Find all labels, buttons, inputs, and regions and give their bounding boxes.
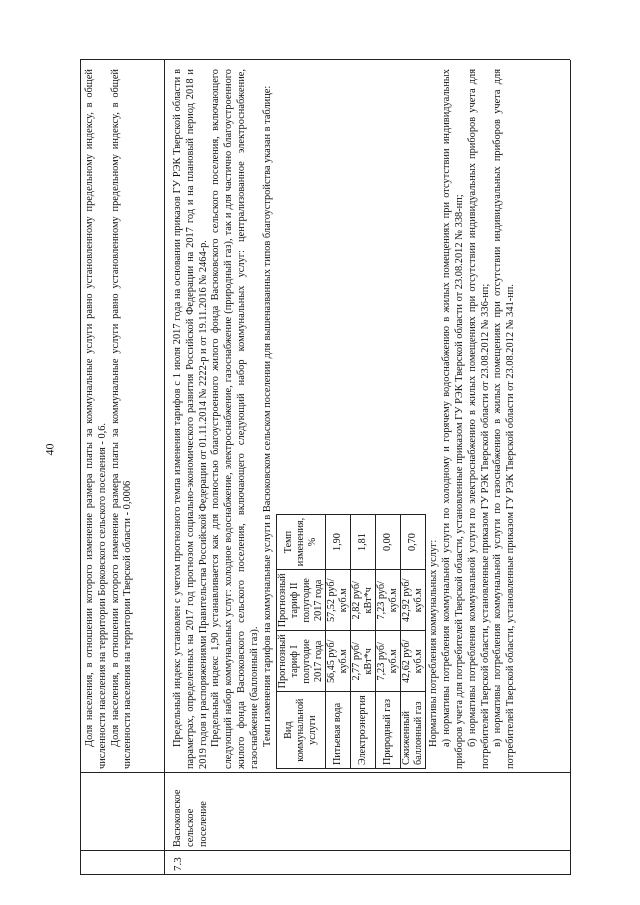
table-row xyxy=(351,514,376,768)
page-number: 40 xyxy=(42,443,57,456)
cell-tariff-h1: 42,62 руб/куб.м xyxy=(401,631,426,692)
column-divider-2 xyxy=(80,772,570,773)
cell-tariff-h2: 2,82 руб/кВт*ч xyxy=(351,570,376,631)
cell-rate: 1,90 xyxy=(326,514,351,569)
cell-tariff-h1: 56,45 руб/куб.м xyxy=(326,631,351,692)
column-divider-1 xyxy=(80,850,570,851)
frame-bottom-line xyxy=(570,60,571,875)
prev-paragraph-1: Доля населения, в отношении которого изменение размера платы за коммунальные услуги равно установленному предельному индексу, в общей численности населения на территории Борковского сельского поселения - 0,6. xyxy=(84,69,108,769)
cell-rate: 0,00 xyxy=(376,514,401,569)
norm-electricity: б) нормативы потребления коммунальной услуги по электроснабжению в жилых помещениях при отсутствии индивидуальных приборов учета для потребителей Тверской области, установленные приказом ГУ РЭК Тверской области от 23.08.2012 № 336-нп; xyxy=(466,69,491,769)
frame-top-line xyxy=(80,60,81,875)
norm-gas: в) нормативы потребления коммунальной услуги по газоснабжению в жилых помещениях при отсутствии индивидуальных приборов учета для потребителей Тверской области, установленные приказом ГУ РЭК Тверской области от 23.08.2012 № 341-нп. xyxy=(492,69,517,769)
table-header-row xyxy=(277,514,326,768)
norm-water: а) нормативы потребления коммунальной услуги по холодному и горячему водоснабжению в жилых помещениях при отсутствии индивидуальных приборов учета для потребителей Тверской области, установленные приказом ГУ РЭК Тверской области от 23.08.2012 № 338-нп; xyxy=(441,69,465,769)
cell-tariff-h2: 42,92 руб/куб.м xyxy=(401,570,426,631)
cell-tariff-h1: 7,23 руб/куб.м xyxy=(376,631,401,692)
paragraph-tariff-intro: Темп изменения тарифов на коммунальные услуги в Васюковском сельском поселении для вышеназванных типов благоустройства указан в таблице: xyxy=(261,85,273,747)
table-frame xyxy=(80,60,570,875)
header-tariff-h2: Прогнозный тариф II полугодие 2017 года xyxy=(277,570,326,631)
settlement-name: Васюковское сельское поселение xyxy=(172,789,209,847)
row-content xyxy=(172,69,518,769)
prev-paragraph-2: Доля населения, в отношении которого изменение размера платы за коммунальные услуги равно установленному предельному индексу, в общей численности населения на территории Тверской области - 0,0006 xyxy=(109,69,134,769)
cell-tariff-h2: 57,52 руб/куб.м xyxy=(326,570,351,631)
cell-rate: 1,81 xyxy=(351,514,376,569)
frame-right-line xyxy=(80,59,570,60)
paragraph-index-1-90: Предельный индекс 1,90 устанавливается как для полностью благоустроенного жилого фонда Васюковского сельского поселения, включающего следующий набор коммунальных услуг: холодное водоснабжение, электроснабжение, газоснабжение (природный газ), так и для частично благоустроенного жилого фонда Васюковского сельского поселения, включающего следующий набор коммунальных услуг: централизованное электроснабжение, газоснабжение (баллонный газ). xyxy=(210,69,260,769)
cell-service: Питьевая вода xyxy=(326,692,351,769)
cell-tariff-h1: 2,77 руб/кВт*ч xyxy=(351,631,376,692)
row-divider xyxy=(164,60,165,875)
tariff-table xyxy=(276,514,426,769)
rotated-page xyxy=(80,60,570,875)
previous-row-text xyxy=(84,69,135,769)
table-row xyxy=(376,514,401,768)
cell-tariff-h2: 7,23 руб/куб.м xyxy=(376,570,401,631)
header-tariff-h1: Прогнозный тариф I полугодие 2017 года xyxy=(277,631,326,692)
row-number: 7.3 xyxy=(172,857,184,871)
table-row xyxy=(401,514,426,768)
norms-heading: Нормативы потребления коммунальных услуг: xyxy=(428,539,440,747)
table-row xyxy=(326,514,351,768)
cell-rate: 0,70 xyxy=(401,514,426,569)
frame-left-line xyxy=(80,874,570,875)
header-change-rate: Темп изменения, % xyxy=(277,514,326,569)
cell-service: Электроэнергия xyxy=(351,692,376,769)
cell-service: Природный газ xyxy=(376,692,401,769)
header-service: Вид коммунальной услуги xyxy=(277,692,326,769)
paragraph-limit-index: Предельный индекс установлен с учетом прогнозного темпа изменения тарифов с 1 июля 2017 года на основании приказов ГУ РЭК Тверской области в параметрах, определенных на 2017 год прогнозом социально-экономического развития Российской Федерации на 2017 год и на плановый период 2018 и 2019 годов и распоряжениями Правительства Российской Федерации от 01.11.2014 № 2222-р и от 19.11.2016 № 2464-р. xyxy=(172,69,209,769)
cell-service: Сжиженный баллонный газ xyxy=(401,692,426,769)
